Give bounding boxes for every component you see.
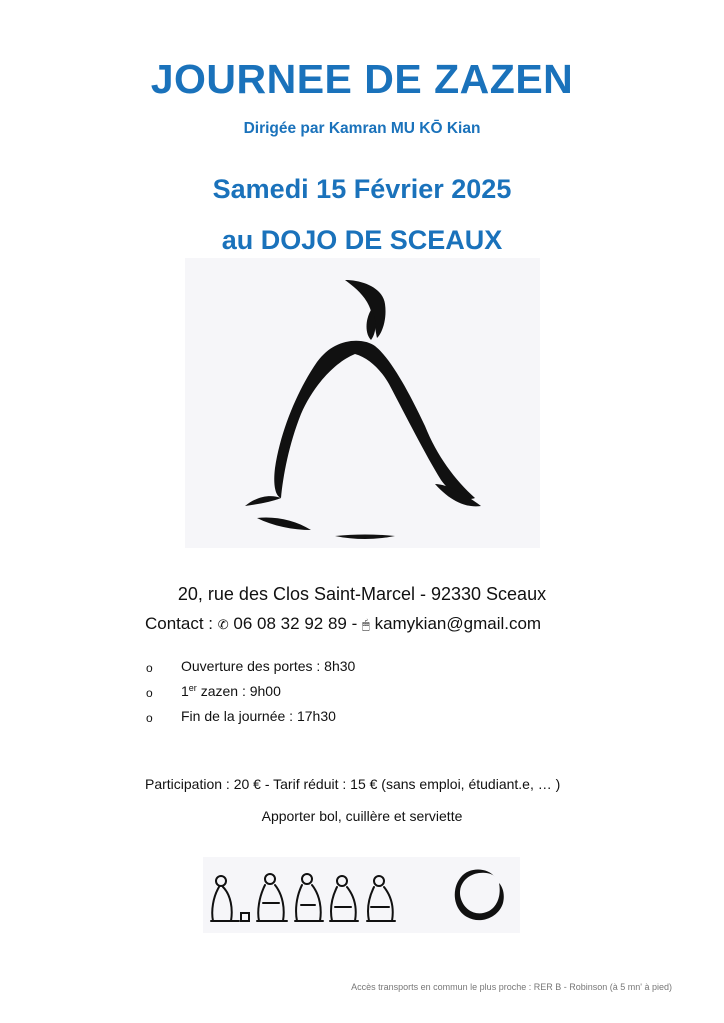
schedule-list — [146, 658, 355, 733]
phone-icon: ✆ — [217, 618, 229, 633]
schedule-text: 1er zazen : 9h00 — [181, 683, 281, 699]
bullet: o — [146, 686, 153, 700]
address: 20, rue des Clos Saint-Marcel - 92330 Sceaux — [177, 584, 547, 604]
email-link[interactable]: kamykian@gmail.com — [374, 614, 542, 633]
transport-footnote: Accès transports en commun le plus proche : RER B - Robinson (à 5 mn' à pied) — [351, 982, 672, 992]
event-date: Samedi 15 Février 2025 — [212, 174, 512, 204]
bullet: o — [146, 711, 153, 725]
bring-items: Apporter bol, cuillère et serviette — [261, 808, 463, 824]
schedule-text: Fin de la journée : 17h30 — [181, 708, 336, 724]
schedule-text: Ouverture des portes : 8h30 — [181, 658, 356, 674]
meditating-monk-illustration — [185, 258, 540, 548]
phone-number: 06 08 32 92 89 — [233, 614, 347, 633]
mouse-icon: 🖱 — [362, 618, 370, 633]
participation-price: Participation : 20 € - Tarif réduit : 15 € (sans emploi, étudiant.e, … ) — [145, 776, 561, 792]
bullet: o — [146, 661, 153, 675]
page-title: JOURNEE DE ZAZEN — [150, 56, 574, 102]
contact-separator: - — [351, 614, 358, 633]
list-item — [146, 683, 355, 708]
subtitle: Dirigée par Kamran MU KŌ Kian — [243, 120, 481, 137]
event-venue: au DOJO DE SCEAUX — [221, 225, 503, 255]
list-item — [146, 658, 355, 683]
seated-figures-and-enso-illustration — [203, 857, 520, 933]
list-item — [146, 708, 355, 733]
contact-line — [145, 614, 541, 634]
contact-label: Contact : — [145, 614, 214, 633]
